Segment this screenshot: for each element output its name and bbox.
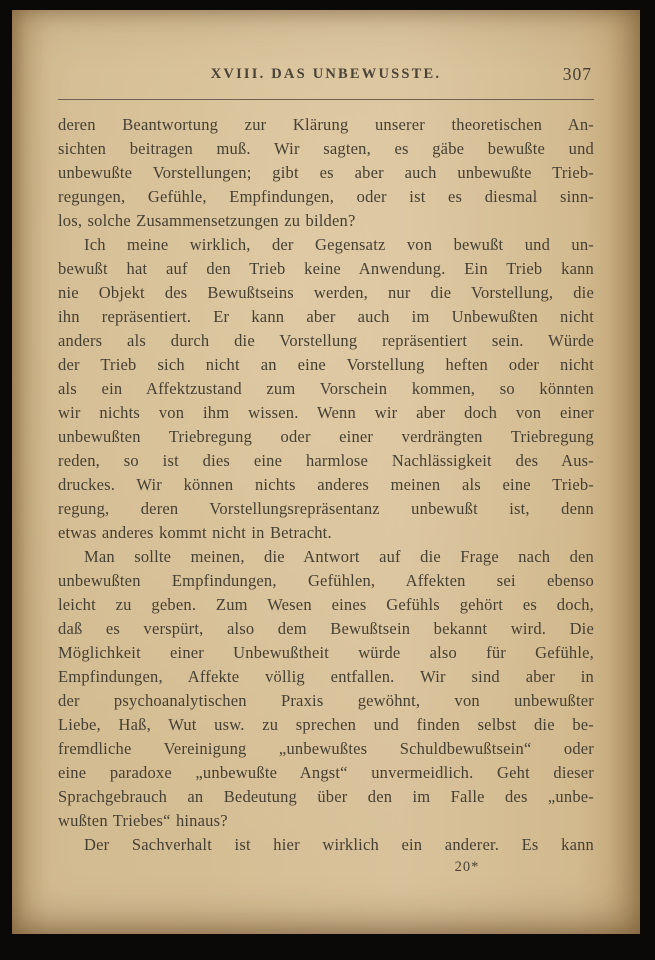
text-line: Liebe, Haß, Wut usw. zu sprechen und finden selbst die be-: [58, 715, 594, 734]
text-line: anders als durch die Vorstellung repräsentiert sein. Würde: [58, 331, 594, 350]
page-header: [58, 66, 594, 90]
text-line: als ein Affektzustand zum Vorschein kommen, so könnten: [58, 379, 594, 398]
book-page: [12, 10, 640, 934]
text-line: Ich meine wirklich, der Gegensatz von bewußt und un-: [84, 235, 594, 254]
text-line: deren Beantwortung zur Klärung unserer theoretischen An-: [58, 115, 594, 134]
text-line: etwas anderes kommt nicht in Betracht.: [58, 523, 332, 542]
text-line: ihn repräsentiert. Er kann aber auch im Unbewußten nicht: [58, 307, 594, 326]
text-line: Empfindungen, Affekte völlig entfallen. Wir sind aber in: [58, 667, 594, 686]
text-line: wir nichts von ihm wissen. Wenn wir aber doch von einer: [58, 403, 594, 422]
text-line: eine paradoxe „unbewußte Angst“ unvermeidlich. Geht dieser: [58, 763, 594, 782]
text-line: druckes. Wir können nichts anderes meinen als eine Trieb-: [58, 475, 594, 494]
text-line: Möglichkeit einer Unbewußtheit würde also für Gefühle,: [58, 643, 594, 662]
signature-mark: 20*: [454, 859, 480, 875]
header-rule: [58, 99, 594, 100]
text-line: der Trieb sich nicht an eine Vorstellung heften oder nicht: [58, 355, 594, 374]
text-line: sichten beitragen muß. Wir sagten, es gäbe bewußte und: [58, 139, 594, 158]
text-line: nie Objekt des Bewußtseins werden, nur die Vorstellung, die: [58, 283, 594, 302]
page-content: [12, 10, 640, 876]
text-line: Sprachgebrauch an Bedeutung über den im Falle des „unbe-: [58, 787, 594, 806]
text-line: regungen, Gefühle, Empfindungen, oder ist es diesmal sinn-: [58, 187, 594, 206]
text-line: bewußt hat auf den Trieb keine Anwendung. Ein Trieb kann: [58, 259, 594, 278]
text-line: unbewußte Vorstellungen; gibt es aber auch unbewußte Trieb-: [58, 163, 594, 182]
text-line: unbewußten Triebregung oder einer verdrängten Triebregung: [58, 427, 594, 446]
running-head-title: XVIII. DAS UNBEWUSSTE.: [210, 66, 442, 82]
text-line: Der Sachverhalt ist hier wirklich ein anderer. Es kann: [84, 835, 594, 854]
text-line: Man sollte meinen, die Antwort auf die Frage nach den: [84, 547, 594, 566]
page-body: [58, 113, 594, 857]
text-line: regung, deren Vorstellungsrepräsentanz unbewußt ist, denn: [58, 499, 594, 518]
text-line: daß es verspürt, also dem Bewußtsein bekannt wird. Die: [58, 619, 594, 638]
text-line: reden, so ist dies eine harmlose Nachlässigkeit des Aus-: [58, 451, 594, 470]
text-line: los, solche Zusammensetzungen zu bilden?: [58, 211, 356, 230]
text-line: leicht zu geben. Zum Wesen eines Gefühls gehört es doch,: [58, 595, 594, 614]
text-line: fremdliche Vereinigung „unbewußtes Schuldbewußtsein“ oder: [58, 739, 594, 758]
page-number: 307: [562, 64, 592, 84]
text-line: wußten Triebes“ hinaus?: [58, 811, 228, 830]
text-line: unbewußten Empfindungen, Gefühlen, Affekten sei ebenso: [58, 571, 594, 590]
text-line: der psychoanalytischen Praxis gewöhnt, von unbewußter: [58, 691, 594, 710]
